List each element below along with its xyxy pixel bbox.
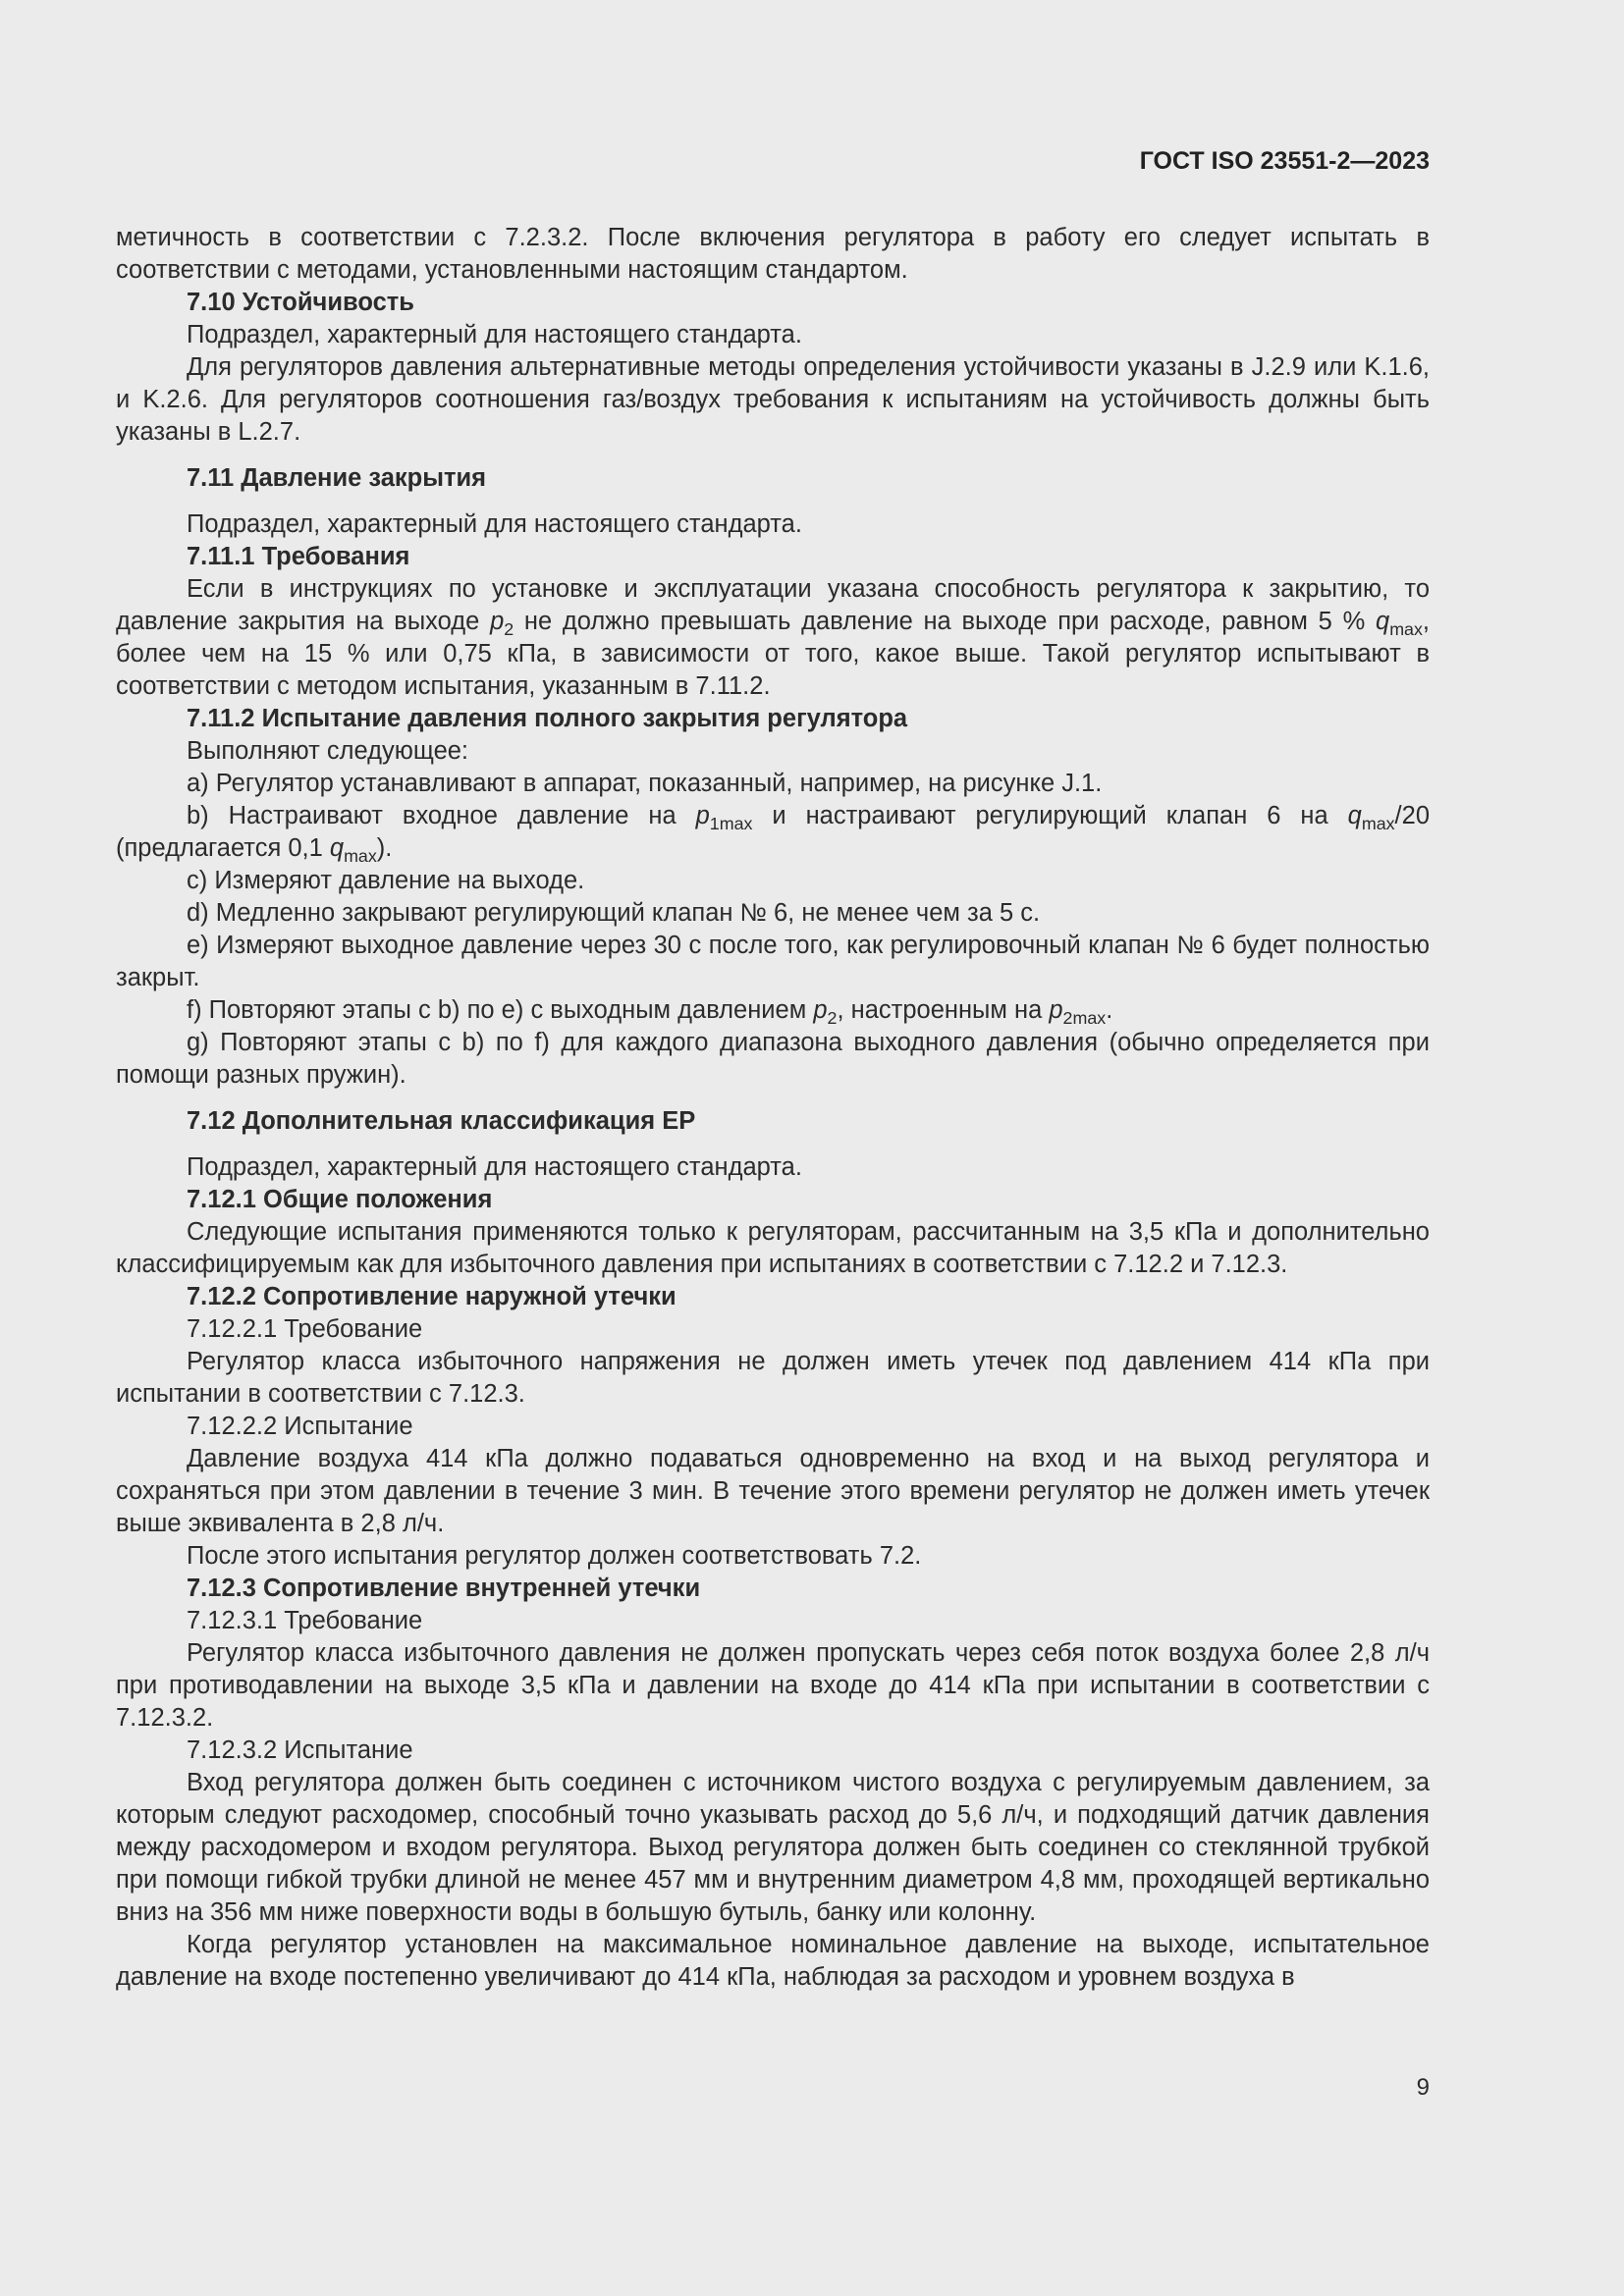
section-heading-7-12: 7.12 Дополнительная классификация EP bbox=[187, 1107, 696, 1135]
paragraph: После этого испытания регулятор должен соответствовать 7.2. bbox=[187, 1542, 922, 1570]
section-heading-7-10: 7.10 Устойчивость bbox=[187, 289, 414, 316]
paragraph: Давление воздуха 414 кПа должно подаваться одновременно на вход и на выход регулятора и сохраняться при этом давлении в течение 3 мин. В течение этого времени регулятор не должен иметь утечек выше эквивалента в 2,8 л/ч. bbox=[116, 1445, 1430, 1537]
list-item: a) Регулятор устанавливают в аппарат, показанный, например, на рисунке J.1. bbox=[187, 770, 1103, 797]
document-body bbox=[116, 222, 1430, 1994]
section-heading-7-12-3: 7.12.3 Сопротивление внутренней утечки bbox=[187, 1575, 701, 1602]
paragraph: Для регуляторов давления альтернативные методы определения устойчивости указаны в J.2.9 или K.1.6, и K.2.6. Для регуляторов соотношения газ/воздух требования к испытаниям на устойчивость должны быть указаны в L.2.7. bbox=[116, 353, 1430, 446]
paragraph: Вход регулятора должен быть соединен с источником чистого воздуха с регулируемым давлением, за которым следуют расходомер, способный точно указывать расход до 5,6 л/ч, и подходящий датчик давления между расходомером и входом регулятора. Выход регулятора должен быть соединен со стеклянной трубкой при помощи гибкой трубки длиной не менее 457 мм и внутренним диаметром 4,8 мм, проходящей вертикально вниз на 356 мм ниже поверхности воды в большую бутыль, банку или колонну. bbox=[116, 1769, 1430, 1926]
section-heading-7-11-2: 7.11.2 Испытание давления полного закрытия регулятора bbox=[187, 705, 908, 732]
page-number: 9 bbox=[1416, 2074, 1430, 2101]
list-item: d) Медленно закрывают регулирующий клапан № 6, не менее чем за 5 с. bbox=[187, 899, 1041, 927]
section-heading-7-12-1: 7.12.1 Общие положения bbox=[187, 1186, 493, 1213]
paragraph: Подраздел, характерный для настоящего стандарта. bbox=[187, 1153, 802, 1181]
section-heading-7-11: 7.11 Давление закрытия bbox=[187, 464, 487, 492]
subsection-heading-7-12-3-1: 7.12.3.1 Требование bbox=[187, 1607, 423, 1634]
paragraph: Выполняют следующее: bbox=[187, 737, 469, 765]
list-item: e) Измеряют выходное давление через 30 с после того, как регулировочный клапан № 6 будет полностью закрыт. bbox=[116, 932, 1430, 991]
section-heading-7-11-1: 7.11.1 Требования bbox=[187, 543, 410, 570]
paragraph: Регулятор класса избыточного напряжения не должен иметь утечек под давлением 414 кПа при испытании в соответствии с 7.12.3. bbox=[116, 1348, 1430, 1408]
paragraph: Подраздел, характерный для настоящего стандарта. bbox=[187, 321, 802, 348]
list-item: g) Повторяют этапы с b) по f) для каждого диапазона выходного давления (обычно определяется при помощи разных пружин). bbox=[116, 1029, 1430, 1089]
section-heading-7-12-2: 7.12.2 Сопротивление наружной утечки bbox=[187, 1283, 677, 1310]
list-item: f) Повторяют этапы с b) по e) с выходным давлением $p_2$, настроенным на $p_{2max}$. bbox=[187, 996, 1113, 1029]
subsection-heading-7-12-2-1: 7.12.2.1 Требование bbox=[187, 1315, 423, 1343]
paragraph: Регулятор класса избыточного давления не должен пропускать через себя поток воздуха более 2,8 л/ч при противодавлении на выходе 3,5 кПа и давлении на входе до 414 кПа при испытании в соответствии с 7.12.3.2. bbox=[116, 1639, 1430, 1732]
list-item: b) Настраивают входное давление на $p_{1max}$ и настраивают регулирующий клапан 6 на $q_{max}/20$ (предлагается 0,1 $q_{max}$). bbox=[116, 802, 1430, 867]
list-item: c) Измеряют давление на выходе. bbox=[187, 867, 585, 894]
paragraph-closing-pressure-requirement: Если в инструкциях по установке и эксплуатации указана способность регулятора к закрытию, то давление закрытия на выходе $p_2$ не должно превышать давление на выходе при расходе, равном 5 % $q_{max}$, более чем на 15 % или 0,75 кПа, в зависимости от того, какое выше. Такой регулятор испытывают в соответствии с методом испытания, указанным в 7.11.2. bbox=[116, 575, 1430, 700]
subsection-heading-7-12-3-2: 7.12.3.2 Испытание bbox=[187, 1736, 413, 1764]
standard-header: ГОСТ ISO 23551-2—2023 bbox=[1139, 147, 1430, 175]
paragraph: Когда регулятор установлен на максимальное номинальное давление на выходе, испытательное давление на входе постепенно увеличивают до 414 кПа, наблюдая за расходом и уровнем воздуха в bbox=[116, 1931, 1430, 1991]
subsection-heading-7-12-2-2: 7.12.2.2 Испытание bbox=[187, 1413, 413, 1440]
paragraph: метичность в соответствии с 7.2.3.2. После включения регулятора в работу его следует испытать в соответствии с методами, установленными настоящим стандартом. bbox=[116, 224, 1430, 284]
paragraph: Подраздел, характерный для настоящего стандарта. bbox=[187, 510, 802, 538]
paragraph: Следующие испытания применяются только к регуляторам, рассчитанным на 3,5 кПа и дополнительно классифицируемым как для избыточного давления при испытаниях в соответствии с 7.12.2 и 7.12.3. bbox=[116, 1218, 1430, 1278]
